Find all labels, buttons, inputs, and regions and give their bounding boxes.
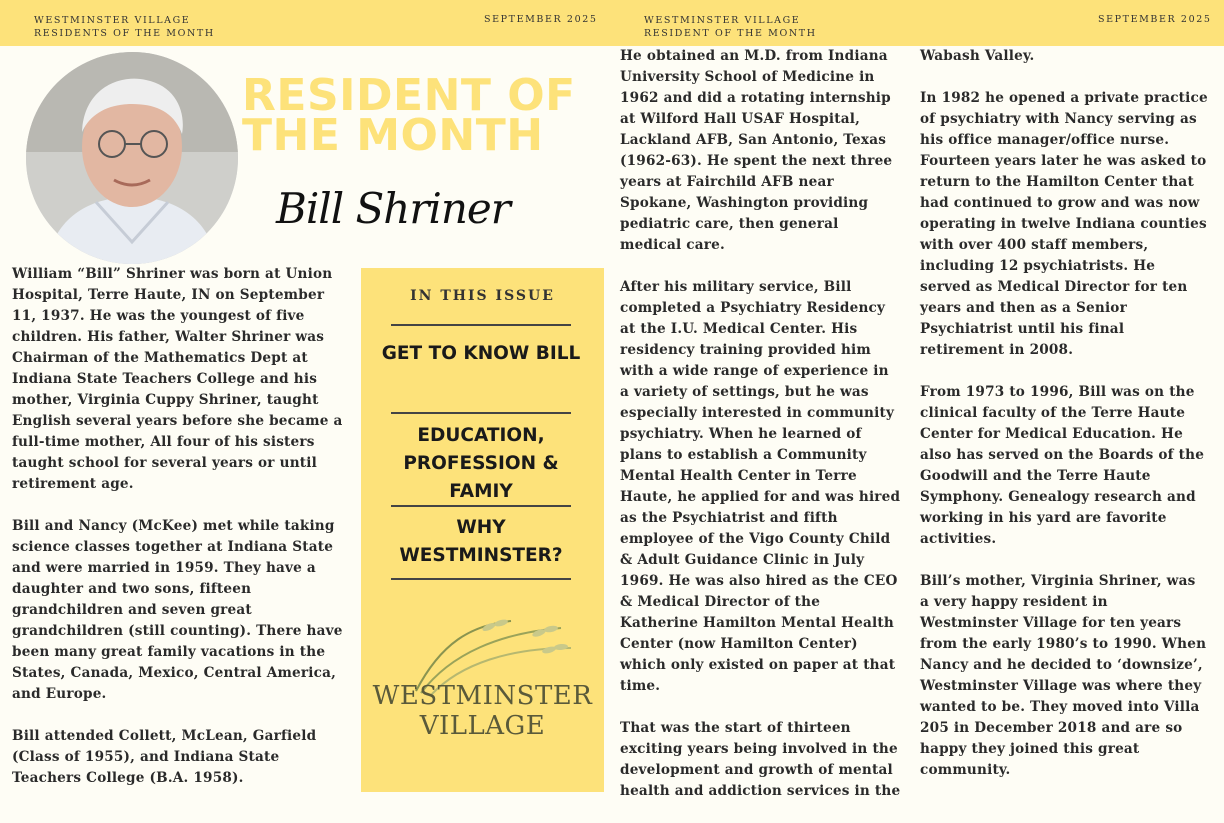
paragraph: Bill and Nancy (McKee) met while taking science classes together at Indiana State and were married in 1959. They have a daughter and two sons, fifteen grandchildren and seven great grandchildren (still counting). There have been many great family vacations in the States, Canada, Mexico, Central America, and Europe. <box>12 518 343 702</box>
issue-item: GET TO KNOW BILL <box>381 343 581 364</box>
issue-item: WHY WESTMINSTER? <box>399 517 563 566</box>
logo-line1: WESTMINSTER <box>372 681 593 711</box>
divider <box>391 578 571 580</box>
article-column-3 <box>920 46 1208 802</box>
page-title <box>242 70 602 161</box>
divider <box>391 324 571 326</box>
header-date: SEPTEMBER 2025 <box>1098 14 1212 25</box>
header-org <box>644 14 817 40</box>
title-line1: RESIDENT OF <box>242 70 576 121</box>
paragraph: In 1982 he opened a private practice of psychiatry with Nancy serving as his office manager/office nurse. Fourteen years later he was asked to return to the Hamilton Center that had continued to grow and was now operating in twelve Indiana counties with over 400 staff members, including 12 psychiatrists. He served as Medical Director for ten years and then as a Senior Psychiatrist until his final retirement in 2008. <box>920 90 1208 358</box>
paragraph: He obtained an M.D. from Indiana University School of Medicine in 1962 and did a rotating internship at Wilford Hall USAF Hospital, Lackland AFB, San Antonio, Texas (1962-63). He spent the next three years at Fairchild AFB near Spokane, Washington providing pediatric care, then general medical care. <box>620 48 893 253</box>
paragraph: Bill’s mother, Virginia Shriner, was a very happy resident in Westminster Village for ten years from the early 1980’s to 1990. When Nancy and he decided to ‘downsize’, Westminster Village was where they wanted to be. They moved into Villa 205 in December 2018 and are so happy they joined this great community. <box>920 573 1207 778</box>
article-column-2 <box>620 46 902 823</box>
paragraph: Bill attended Collett, McLean, Garfield (Class of 1955), and Indiana State Teachers College (B.A. 1958). <box>12 728 317 786</box>
title-line2: THE MONTH <box>242 110 544 161</box>
header-left <box>0 0 612 46</box>
paragraph: Wabash Valley. <box>920 48 1035 64</box>
header-org-line2: RESIDENTS OF THE MONTH <box>34 28 215 39</box>
paragraph: From 1973 to 1996, Bill was on the clinical faculty of the Terre Haute Center for Medical Education. He also has served on the Boards of the Goodwill and the Terre Haute Symphony. Genealogy research and working in his yard are favorite activities. <box>920 384 1205 547</box>
header-org-line1: WESTMINSTER VILLAGE <box>34 15 191 26</box>
portrait-image <box>26 52 238 264</box>
in-this-issue-panel <box>361 268 604 792</box>
header-org-line1: WESTMINSTER VILLAGE <box>644 15 801 26</box>
logo-line2: VILLAGE <box>419 711 546 741</box>
divider <box>391 412 571 414</box>
article-column-1 <box>12 264 348 810</box>
paragraph: That was the start of thirteen exciting years being involved in the development and growth of mental health and addiction services in the <box>620 720 901 799</box>
header-org <box>34 14 215 40</box>
issue-label: IN THIS ISSUE <box>410 288 555 304</box>
resident-name: Bill Shriner <box>276 184 510 233</box>
resident-photo <box>26 52 238 264</box>
divider <box>391 505 571 507</box>
header-date: SEPTEMBER 2025 <box>484 14 598 25</box>
paragraph: William “Bill” Shriner was born at Union Hospital, Terre Haute, IN on September 11, 1937. He was the youngest of five children. His father, Walter Shriner was Chairman of the Mathematics Dept at Indiana State Teachers College and his mother, Virginia Cuppy Shriner, taught English several years before she became a full-time mother, All four of his sisters taught school for several years or until retirement age. <box>12 266 343 492</box>
header-right <box>612 0 1224 46</box>
header-org-line2: RESIDENT OF THE MONTH <box>644 28 817 39</box>
paragraph: After his military service, Bill completed a Psychiatry Residency at the I.U. Medical Center. His residency training provided him with a wide range of experience in a variety of settings, but he was especially interested in community psychiatry. When he learned of plans to establish a Community Mental Health Center in Terre Haute, he applied for and was hired as the Psychiatrist and fifth employee of the Vigo County Child & Adult Guidance Clinic in July 1969. He was also hired as the CEO & Medical Director of the Katherine Hamilton Mental Health Center (now Hamilton Center) which only existed on paper at that time. <box>620 279 901 694</box>
issue-item: EDUCATION, PROFESSION & FAMIY <box>403 425 559 502</box>
westminster-logo <box>361 613 604 783</box>
